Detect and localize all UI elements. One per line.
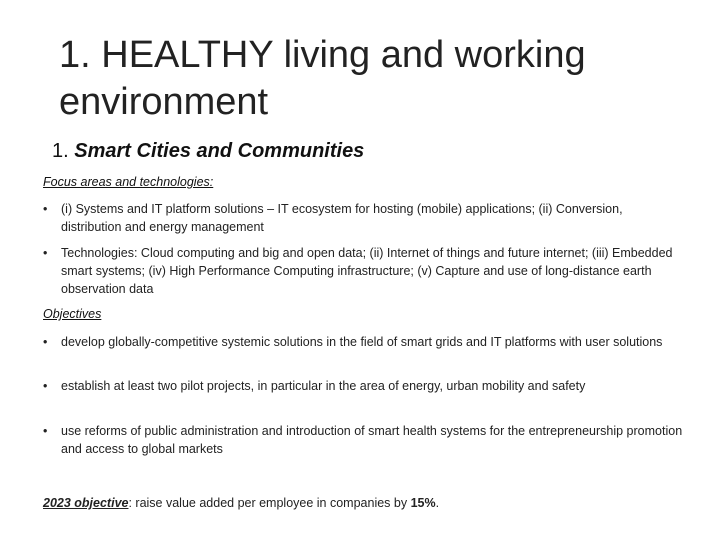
subtitle-number: 1. xyxy=(52,140,69,162)
bullet-text: Technologies: Cloud computing and big and open data; (ii) Internet of things and future internet; (iii) Embedded smart systems; (iv) High Performance Computing infrastructure; (v) Capture and use of long-distance earth observation data xyxy=(61,246,673,296)
section-subtitle xyxy=(52,138,364,164)
target-text: : raise value added per employee in companies by xyxy=(128,496,411,510)
bullet-marker: • xyxy=(43,379,48,393)
bullet-text: develop globally-competitive systemic solutions in the field of smart grids and IT platforms with user solutions xyxy=(61,335,663,349)
target-value: 15% xyxy=(410,496,436,510)
bullet-marker: • xyxy=(43,246,48,260)
target-label: 2023 objective xyxy=(43,496,129,510)
objectives-heading: Objectives xyxy=(43,307,102,321)
objective-bullet-item xyxy=(43,422,683,458)
bullet-marker: • xyxy=(43,335,48,349)
objective-bullet-item xyxy=(43,333,683,351)
target-statement xyxy=(43,494,683,512)
focus-areas-heading: Focus areas and technologies: xyxy=(43,175,214,189)
focus-bullet-item xyxy=(43,200,683,236)
bullet-marker: • xyxy=(43,202,48,216)
bullet-text: use reforms of public administration and introduction of smart health systems for the entrepreneurship promotion and access to global markets xyxy=(61,424,683,456)
bullet-marker: • xyxy=(43,424,48,438)
objective-bullet-item xyxy=(43,377,683,395)
bullet-text: establish at least two pilot projects, in particular in the area of energy, urban mobility and safety xyxy=(61,379,586,393)
bullet-text: (i) Systems and IT platform solutions – IT ecosystem for hosting (mobile) applications; (ii) Conversion, distribution and energy management xyxy=(61,202,623,234)
target-text-end: . xyxy=(435,496,440,510)
subtitle-text: Smart Cities and Communities xyxy=(74,140,365,162)
slide-title: 1. HEALTHY living and working environment xyxy=(59,34,586,123)
focus-bullet-item xyxy=(43,244,683,298)
